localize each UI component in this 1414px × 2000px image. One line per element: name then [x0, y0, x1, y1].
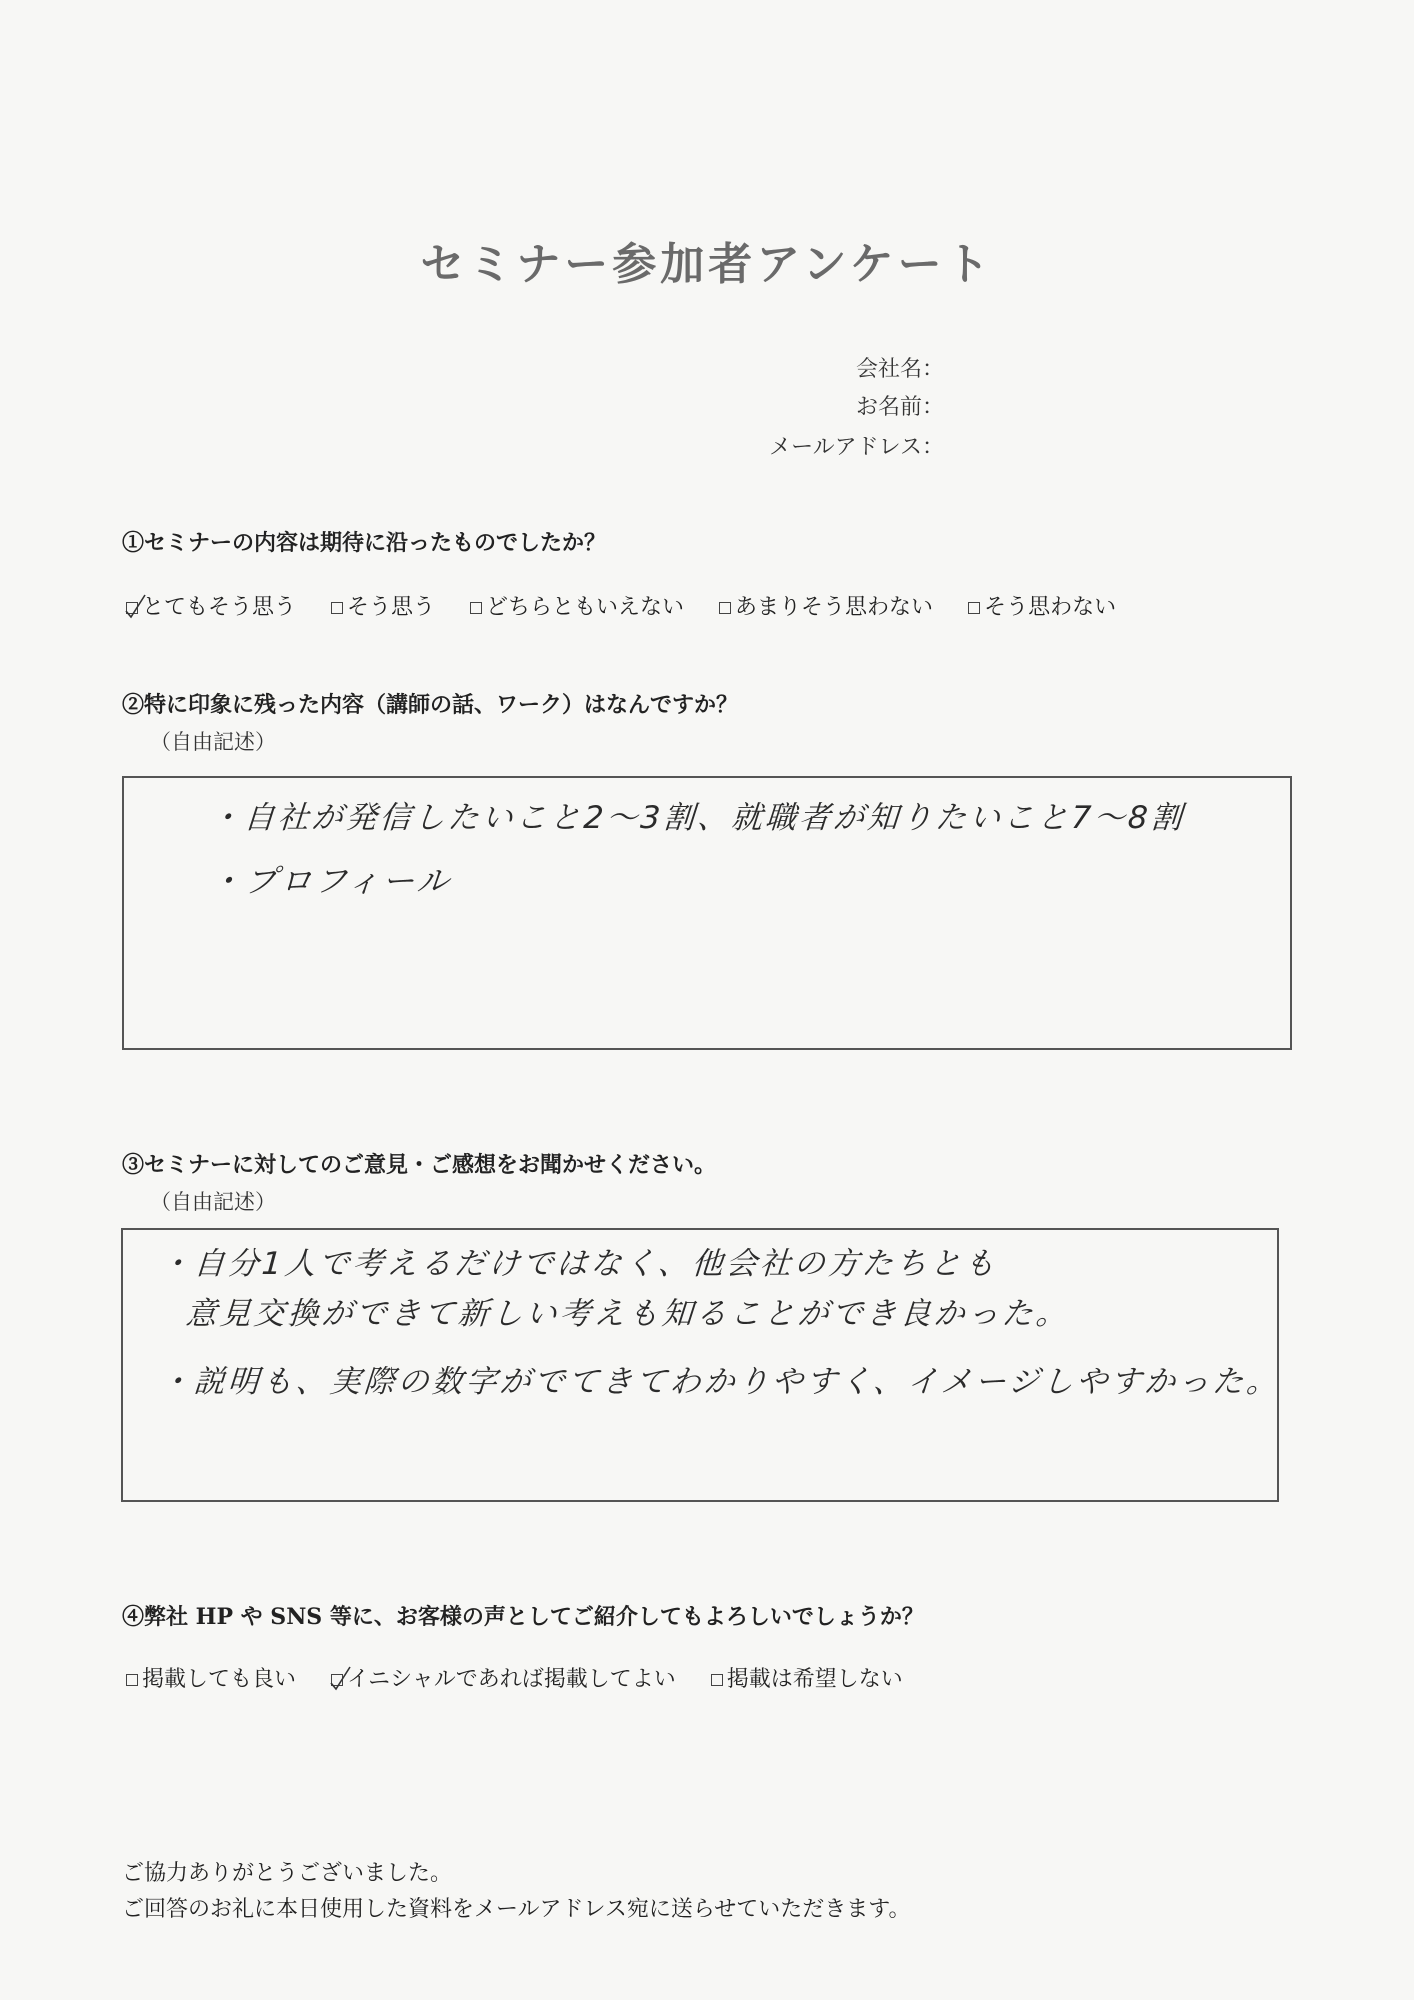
handwritten-answer-line: ・自社が発信したいこと2〜3割、就職者が知りたいこと7〜8割: [208, 800, 1186, 836]
company-label: 会社名：: [855, 357, 944, 382]
checkbox[interactable]: [126, 602, 138, 614]
q4-option-3[interactable]: [711, 1662, 903, 1693]
q1-option-label: とてもそう思う: [142, 595, 297, 620]
checkbox[interactable]: [126, 1674, 138, 1686]
q4-option-label: 掲載は希望しない: [726, 1667, 903, 1692]
q1-option-label: どちらともいえない: [486, 595, 685, 620]
email-label: メールアドレス：: [769, 435, 944, 460]
q4-option-label: 掲載しても良い: [142, 1667, 297, 1692]
q1-option-label: あまりそう思わない: [735, 595, 934, 620]
q1-option-5[interactable]: [968, 590, 1116, 621]
handwritten-answer-line: ・プロフィール: [208, 862, 454, 900]
checkbox[interactable]: [331, 1674, 343, 1686]
checkbox[interactable]: [470, 602, 482, 614]
question-3: ③セミナーに対してのご意見・ご感想をお聞かせください。: [122, 1152, 717, 1178]
checkbox[interactable]: [711, 1674, 723, 1686]
question-1: ①セミナーの内容は期待に沿ったものでしたか？: [122, 530, 607, 556]
name-label: お名前：: [855, 395, 944, 420]
q4-option-label: イニシャルであれば掲載してよい: [347, 1667, 676, 1692]
page-title: セミナー参加者アンケート: [420, 239, 994, 290]
question-2-note: （自由記述）: [150, 730, 276, 754]
q1-option-4[interactable]: [719, 590, 933, 621]
handwritten-answer-line: ・説明も、実際の数字がでてきてわかりやすく、イメージしやすかった。: [158, 1364, 1282, 1400]
question-4: ④弊社 HP や SNS 等に、お客様の声としてご紹介してもよろしいでしょうか？: [122, 1604, 924, 1630]
question-2: ②特に印象に残った内容（講師の話、ワーク）はなんですか？: [122, 692, 739, 718]
q1-option-label: そう思う: [347, 595, 436, 620]
checkbox[interactable]: [719, 602, 731, 614]
checkbox[interactable]: [968, 602, 980, 614]
q1-option-3[interactable]: [470, 590, 684, 621]
handwritten-answer-line: 意見交換ができて新しい考えも知ることができ良かった。: [184, 1296, 1072, 1332]
question-1-options: [126, 590, 1144, 621]
q4-option-1[interactable]: [126, 1662, 296, 1693]
checkmark-icon: [330, 1665, 352, 1693]
q1-option-1[interactable]: [126, 590, 296, 621]
question-4-options: [126, 1662, 931, 1693]
footer-note: ご回答のお礼に本日使用した資料をメールアドレス宛に送らせていただきます。: [122, 1897, 911, 1922]
checkbox[interactable]: [331, 602, 343, 614]
checkmark-icon: [125, 593, 147, 621]
question-3-note: （自由記述）: [150, 1190, 276, 1214]
handwritten-answer-line: ・自分1人で考えるだけではなく、他会社の方たちとも: [158, 1246, 1000, 1282]
q4-option-2[interactable]: [331, 1662, 676, 1693]
footer-thanks: ご協力ありがとうございました。: [122, 1861, 453, 1886]
q1-option-2[interactable]: [331, 590, 435, 621]
q1-option-label: そう思わない: [984, 595, 1117, 620]
